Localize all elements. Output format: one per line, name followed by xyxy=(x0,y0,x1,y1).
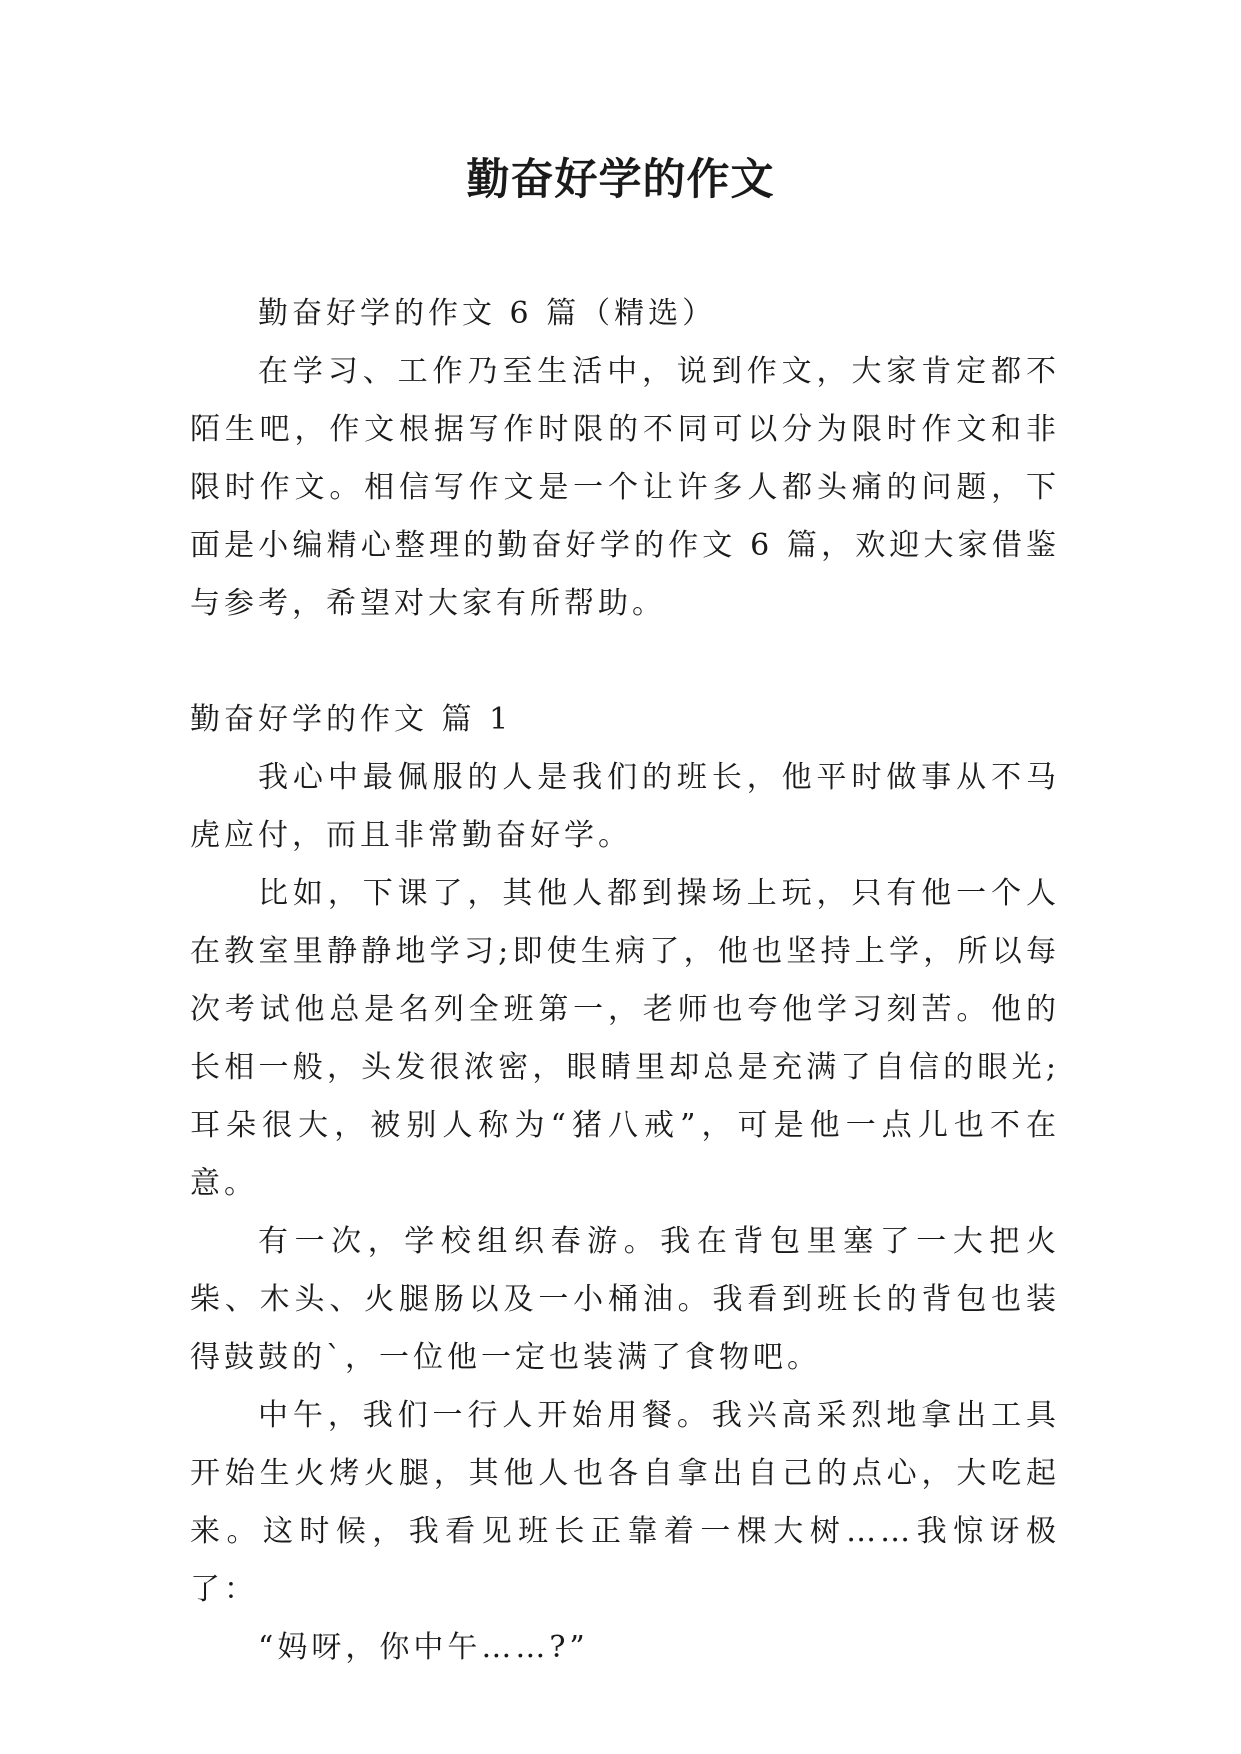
body-paragraph-5: “妈呀，你中午……?” xyxy=(258,1630,589,1665)
body-paragraph-4: 中午，我们一行人开始用餐。我兴高采烈地拿出工具开始生火烤火腿，其他人也各自拿出自己的点心，大吃起来。这时候，我看见班长正靠着一棵大树……我惊讶极了： xyxy=(190,1398,1060,1607)
body-paragraph-3: 有一次，学校组织春游。我在背包里塞了一大把火柴、木头、火腿肠以及一小桶油。我看到班长的背包也装得鼓鼓的`，一位他一定也装满了食物吧。 xyxy=(190,1224,1060,1375)
body-paragraph-1: 我心中最佩服的人是我们的班长，他平时做事从不马虎应付，而且非常勤奋好学。 xyxy=(190,760,1060,853)
section-heading: 勤奋好学的作文 篇 1 xyxy=(190,702,513,737)
document-title: 勤奋好学的作文 xyxy=(466,155,775,205)
document-subtitle: 勤奋好学的作文 6 篇（精选） xyxy=(258,296,717,331)
body-paragraph-2: 比如，下课了，其他人都到操场上玩，只有他一个人在教室里静静地学习;即使生病了，他也坚持上学，所以每次考试他总是名列全班第一，老师也夸他学习刻苦。他的长相一般，头发很浓密，眼睛里却总是充满了自信的眼光;耳朵很大，被别人称为“猪八戒”，可是他一点儿也不在意。 xyxy=(190,876,1060,1201)
document-body xyxy=(190,285,1060,1677)
intro-paragraph: 在学习、工作乃至生活中，说到作文，大家肯定都不陌生吧，作文根据写作时限的不同可以分为限时作文和非限时作文。相信写作文是一个让许多人都头痛的问题，下面是小编精心整理的勤奋好学的作文 6 篇，欢迎大家借鉴与参考，希望对大家有所帮助。 xyxy=(190,354,1060,621)
section-spacer xyxy=(190,633,1060,691)
